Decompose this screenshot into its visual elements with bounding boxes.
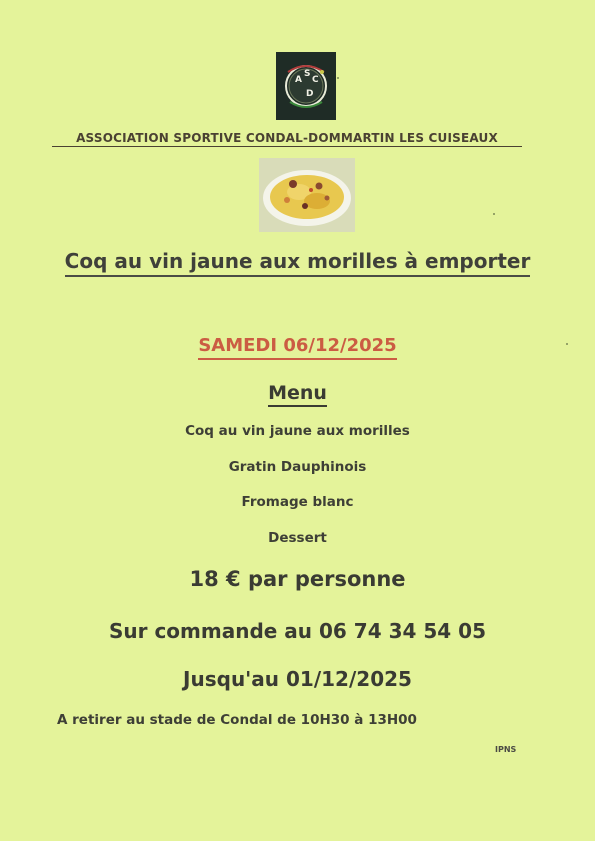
- menu-item: Dessert: [268, 530, 327, 546]
- club-logo-graphic: [276, 52, 336, 120]
- price: 18 € par personne: [189, 567, 406, 591]
- menu-title: [0, 382, 595, 404]
- paper-speck: [566, 343, 568, 345]
- organization-name: ASSOCIATION SPORTIVE CONDAL-DOMMARTIN LES CUISEAUX: [52, 131, 522, 147]
- club-logo: [276, 52, 336, 120]
- event-date-text: SAMEDI 06/12/2025: [198, 335, 396, 360]
- menu-item: Fromage blanc: [241, 494, 354, 510]
- printer-mark: IPNS: [495, 745, 517, 754]
- paper-speck: [337, 77, 339, 79]
- logo-letter-a: A: [295, 75, 302, 85]
- dish-photo-graphic: [259, 158, 355, 232]
- order-deadline: Jusqu'au 01/12/2025: [183, 667, 412, 691]
- dish-photo: [259, 158, 355, 232]
- menu-title-text: Menu: [268, 382, 327, 407]
- paper-speck: [493, 213, 495, 215]
- logo-letter-s: S: [304, 69, 311, 79]
- menu-item: Gratin Dauphinois: [228, 459, 367, 475]
- event-date: [0, 335, 595, 356]
- headline-text: Coq au vin jaune aux morilles à emporter: [65, 249, 531, 277]
- logo-letter-d: D: [306, 89, 314, 99]
- headline: [0, 249, 595, 273]
- logo-letter-c: C: [312, 75, 319, 85]
- order-phone: Sur commande au 06 74 34 54 05: [108, 619, 487, 643]
- pickup-info: A retirer au stade de Condal de 10H30 à 13H00: [57, 712, 417, 728]
- menu-item: Coq au vin jaune aux morilles: [185, 423, 410, 439]
